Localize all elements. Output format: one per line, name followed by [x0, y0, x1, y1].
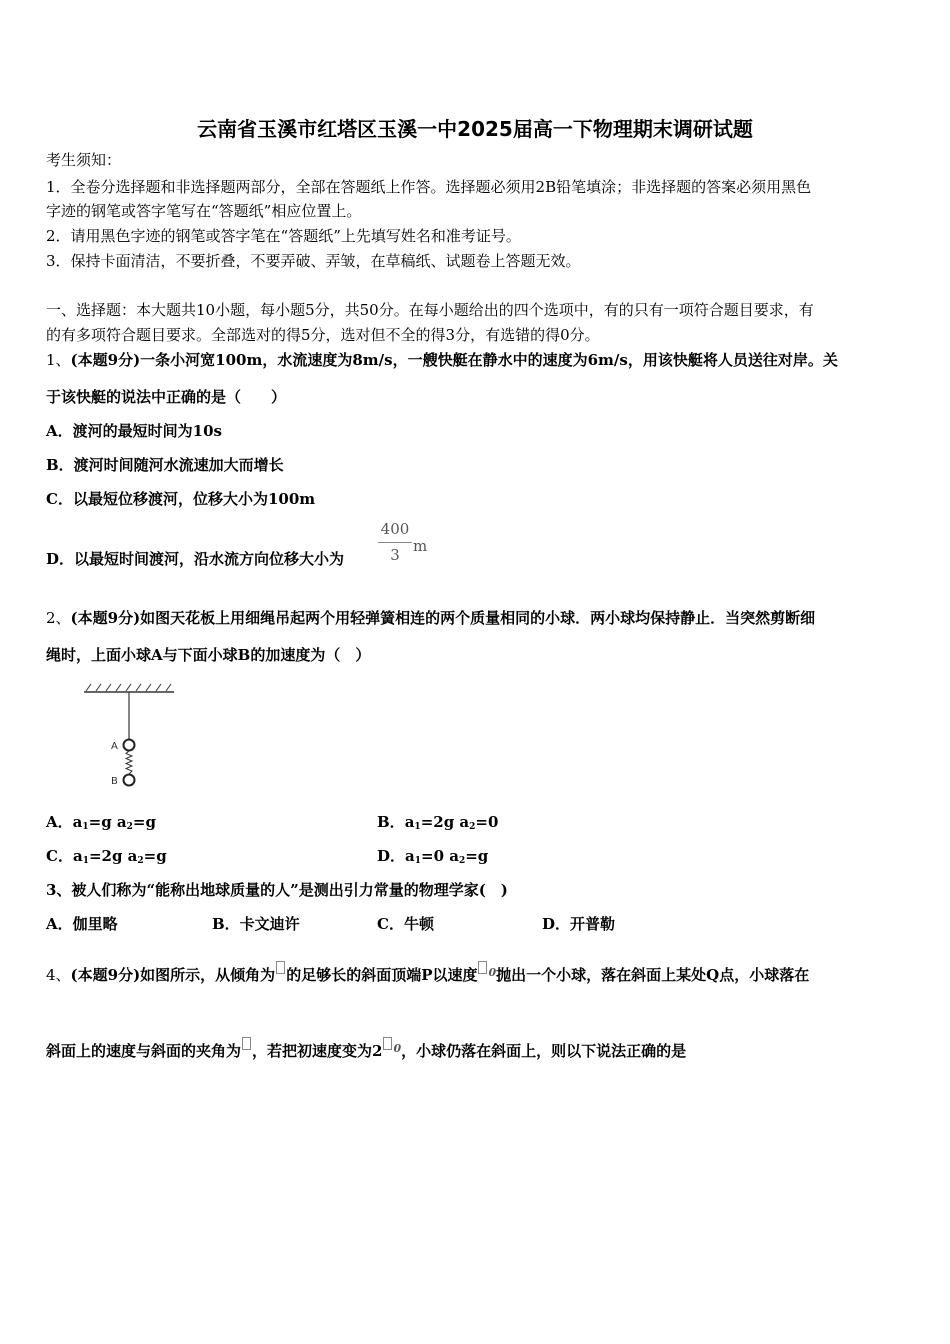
question-2-option-b: B．$a_1=2g$ $a_2=0$: [377, 813, 499, 832]
question-4-line-2: 斜面上的速度与斜面的夹角为 ，若把初速度变为2 $^0$，小球仍落在斜面上，则以下说法正确的是: [46, 1037, 686, 1061]
ceiling-hatching: [86, 684, 171, 691]
hanging-balls-figure: [80, 680, 180, 792]
question-2-line-2: 绳时，上面小球A与下面小球B的加速度为（ ）: [46, 646, 371, 664]
ball-a: [124, 740, 135, 751]
question-3-option-d: D．开普勒: [542, 915, 616, 933]
question-2-option-c: C．$a_1=2g$ $a_2=g$: [46, 847, 167, 866]
ball-a-label: A: [111, 741, 118, 752]
missing-glyph-box: [383, 1037, 392, 1050]
fraction-bar: [378, 542, 412, 543]
missing-glyph-box: [276, 961, 285, 974]
fraction-denominator: 3: [390, 546, 400, 564]
question-3-option-c: C．牛顿: [377, 915, 434, 933]
question-1-fraction: [378, 520, 412, 566]
question-1-line-1: [46, 350, 838, 370]
section-instructions-line-2: 的有多项符合题目要求。全部选对的得5分，选对但不全的得3分，有选错的得0分。: [46, 326, 600, 344]
question-3-option-b: B．卡文迪许: [212, 915, 300, 933]
question-1-number: 1、: [46, 351, 71, 369]
ball-b: [124, 775, 135, 786]
ball-b-label: B: [111, 776, 118, 787]
question-1-option-c: C．以最短位移渡河，位移大小为100m: [46, 490, 316, 508]
question-3-option-a: A．伽里略: [46, 915, 118, 933]
question-1-option-a: A．渡河的最短时间为10s: [46, 422, 222, 440]
notice-item-1-cont: 字迹的钢笔或答字笔写在“答题纸”相应位置上。: [46, 202, 362, 220]
page-title: 云南省玉溪市红塔区玉溪一中2025届高一下物理期末调研试题: [197, 117, 753, 141]
question-1-stem: (本题9分)一条小河宽100m，水流速度为8m/s，一艘快艇在静水中的速度为6m/s，用该快艇将人员送往对岸。关: [70, 351, 838, 369]
section-instructions-line-1: 一、选择题：本大题共10小题，每小题5分，共50分。在每小题给出的四个选项中，有的只有一项符合题目要求，有: [46, 301, 814, 319]
notice-item-2: 2．请用黑色字迹的钢笔或答字笔在“答题纸”上先填写姓名和准考证号。: [46, 227, 521, 245]
fraction-unit: m: [413, 537, 428, 555]
question-2-number: 2、: [46, 609, 71, 627]
fraction-numerator: 400: [380, 520, 410, 538]
question-2-line-1: [46, 608, 815, 628]
question-1-line-2: 于该快艇的说法中正确的是（ ）: [46, 388, 287, 406]
spring: [126, 751, 132, 774]
notice-item-3: 3．保持卡面清洁，不要折叠，不要弄破、弄皱，在草稿纸、试题卷上答题无效。: [46, 252, 581, 270]
question-2-stem: (本题9分)如图天花板上用细绳吊起两个用轻弹簧相连的两个质量相同的小球．两小球均保持静止．当突然剪断细: [70, 609, 816, 627]
missing-glyph-box: [478, 961, 487, 974]
question-4-line-1: 4、(本题9分)如图所示，从倾角为 的足够长的斜面顶端P以速度 $^0$抛出一个小球，落在斜面上某处Q点，小球落在: [46, 961, 809, 985]
notice-item-1: 1．全卷分选择题和非选择题两部分，全部在答题纸上作答。选择题必须用2B铅笔填涂；非选择题的答案必须用黑色: [46, 178, 812, 196]
missing-glyph-box: [242, 1037, 251, 1050]
notice-heading: 考生须知：: [46, 151, 122, 169]
question-2-option-a: A．$a_1=g$ $a_2=g$: [46, 813, 156, 832]
question-1-option-d: D．以最短时间渡河，沿水流方向位移大小为: [46, 550, 345, 568]
question-1-option-b: B．渡河时间随河水流速加大而增长: [46, 456, 284, 474]
question-2-option-d: D．$a_1=0$ $a_2=g$: [377, 847, 489, 866]
question-4-number: 4、: [46, 966, 71, 984]
question-3-stem: 3、被人们称为“能称出地球质量的人”是测出引力常量的物理学家( ): [46, 881, 508, 899]
